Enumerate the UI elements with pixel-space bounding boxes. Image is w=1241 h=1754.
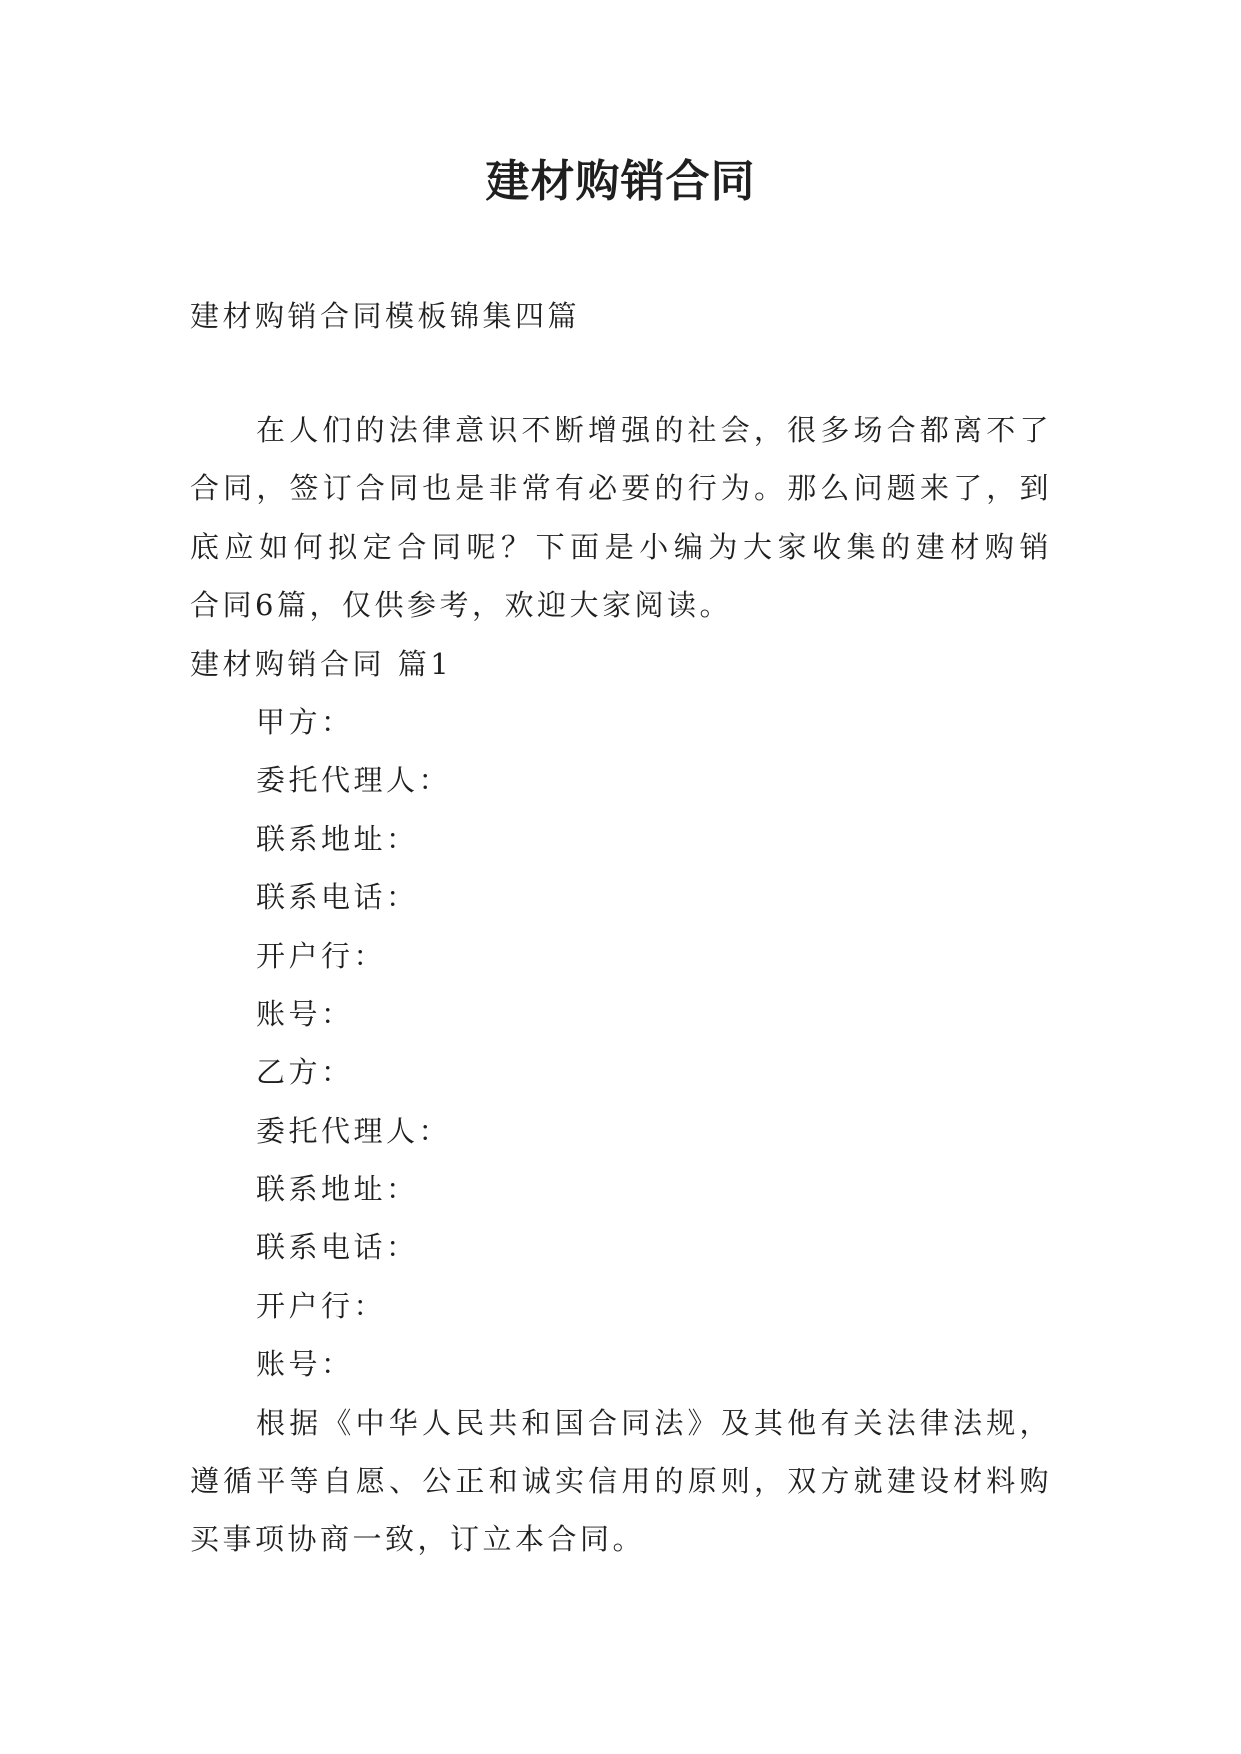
party-a-address-field: 联系地址： xyxy=(256,821,419,856)
party-b-phone-field: 联系电话： xyxy=(256,1230,419,1265)
intro-line: 在人们的法律意识不断增强的社会，很多场合都离不了 xyxy=(256,413,1052,447)
party-b-address-field: 联系地址： xyxy=(256,1172,419,1207)
document-subtitle: 建材购销合同模板锦集四篇 xyxy=(190,299,581,333)
party-a-phone-field: 联系电话： xyxy=(256,880,419,915)
document-body xyxy=(190,401,1052,1569)
party-a-block xyxy=(190,693,1052,1043)
preamble-line: 根据《中华人民共和国合同法》及其他有关法律法规， xyxy=(256,1405,1052,1440)
intro-line: 合同6篇，仅供参考，欢迎大家阅读。 xyxy=(190,588,732,623)
intro-line: 合同，签订合同也是非常有必要的行为。那么问题来了，到 xyxy=(190,471,1052,506)
party-b-label: 乙方： xyxy=(256,1055,354,1090)
party-a-agent-field: 委托代理人： xyxy=(256,763,452,798)
preamble-line: 遵循平等自愿、公正和诚实信用的原则，双方就建设材料购 xyxy=(190,1464,1052,1499)
party-a-label: 甲方： xyxy=(256,704,354,739)
party-b-agent-field: 委托代理人： xyxy=(256,1113,452,1148)
party-a-bank-field: 开户行： xyxy=(256,938,387,973)
intro-line: 底应如何拟定合同呢？下面是小编为大家收集的建材购销 xyxy=(190,529,1052,564)
document-title: 建材购销合同 xyxy=(485,156,756,207)
preamble-paragraph xyxy=(190,1394,1052,1569)
party-b-block xyxy=(190,1043,1052,1393)
intro-paragraph xyxy=(190,401,1052,635)
preamble-line: 买事项协商一致，订立本合同。 xyxy=(190,1522,646,1557)
section-heading: 建材购销合同 篇1 xyxy=(190,646,453,681)
party-a-account-field: 账号： xyxy=(256,996,354,1031)
party-b-bank-field: 开户行： xyxy=(256,1288,387,1323)
party-b-account-field: 账号： xyxy=(256,1347,354,1382)
